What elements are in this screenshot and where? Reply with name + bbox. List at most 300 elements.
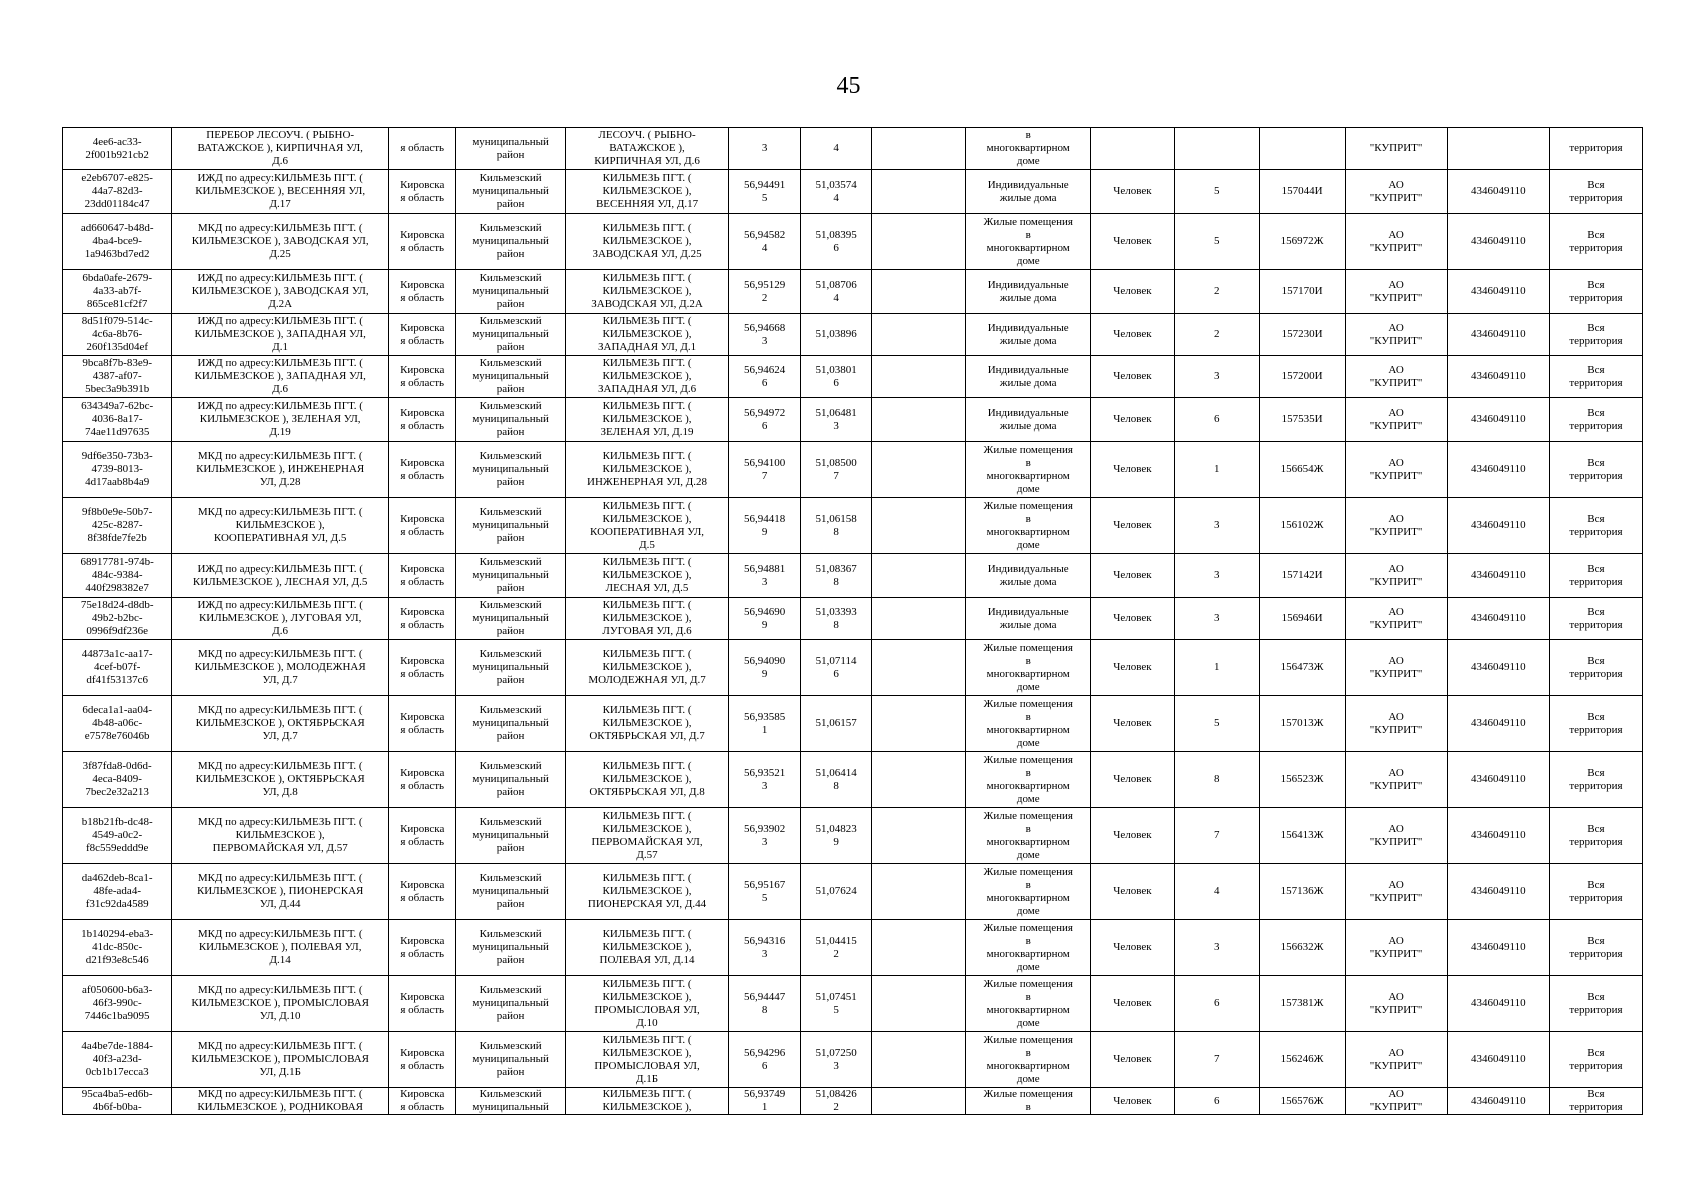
district-cell: [456, 640, 565, 696]
cell-text: Вся территория: [1569, 363, 1623, 389]
account-number-cell: [1259, 170, 1345, 214]
cell-text: 51,06158 8: [815, 512, 857, 538]
cell-text: Человек: [1113, 413, 1152, 425]
latitude-cell: [729, 598, 801, 640]
region-cell: [389, 864, 456, 920]
cell-text: 51,07250 3: [815, 1046, 857, 1072]
housing-type-cell: [966, 170, 1091, 214]
cell-text: 8d51f079-514c- 4c6a-8b76- 260f135d04ef: [81, 315, 153, 353]
longitude-cell: [800, 864, 872, 920]
housing-type-cell: [966, 270, 1091, 314]
cell-text: АО "КУПРИТ": [1369, 766, 1423, 792]
object-name-cell: [172, 214, 389, 270]
unit-cell: [1091, 442, 1175, 498]
quantity-cell: [1174, 752, 1259, 808]
cell-text: ad660647-b48d- 4ba4-bce9- 1a9463bd7ed2: [80, 222, 154, 260]
cell-text: 56,94090 9: [743, 654, 786, 680]
cell-text: 4346049110: [1470, 1053, 1526, 1065]
cell-text: Кильмезский муниципальный район: [472, 984, 549, 1022]
account-number-cell: [1259, 498, 1345, 554]
unit-cell: [1091, 270, 1175, 314]
cell-text: 95ca4ba5-ed6b- 4b6f-b0ba-: [81, 1088, 153, 1113]
cell-text: Жилые помещения в многоквартирном доме: [983, 641, 1073, 693]
latitude-cell: [729, 1032, 801, 1088]
longitude-cell: [800, 314, 872, 356]
cell-text: 56,94100 7: [743, 456, 786, 482]
cell-text: Кировска я область: [400, 363, 445, 389]
company-cell: [1345, 128, 1447, 170]
cell-text: 56,93521 3: [743, 766, 786, 792]
region-cell: [389, 356, 456, 398]
cell-text: Жилые помещения в многоквартирном доме: [983, 809, 1073, 861]
territory-cell: [1549, 598, 1642, 640]
cell-text: 5: [1214, 185, 1220, 197]
territory-cell: [1549, 640, 1642, 696]
object-name-cell: [172, 920, 389, 976]
cell-text: 156413Ж: [1280, 829, 1324, 841]
object-name-cell: [172, 976, 389, 1032]
object-id-cell: [63, 314, 172, 356]
cell-text: АО "КУПРИТ": [1369, 654, 1423, 680]
cell-text: КИЛЬМЕЗЬ ПГТ. ( КИЛЬМЕЗСКОЕ ), ЗАВОДСКАЯ УЛ, Д.25: [592, 222, 702, 260]
empty-cell: [872, 976, 966, 1032]
cell-text: 56,94624 6: [743, 363, 786, 389]
cell-text: Человек: [1113, 235, 1152, 247]
cell-text: Жилые помещения в многоквартирном доме: [983, 443, 1073, 495]
cell-text: МКД по адресу:КИЛЬМЕЗЬ ПГТ. ( КИЛЬМЕЗСКОЕ ), ПИОНЕРСКАЯ УЛ, Д.44: [196, 872, 364, 910]
company-cell: [1345, 442, 1447, 498]
cell-text: 4346049110: [1470, 717, 1526, 729]
quantity-cell: [1174, 1032, 1259, 1088]
region-cell: [389, 920, 456, 976]
cell-text: 44873a1c-aa17- 4cef-b07f- df41f53137c6: [81, 648, 153, 686]
latitude-cell: [729, 214, 801, 270]
cell-text: КИЛЬМЕЗЬ ПГТ. ( КИЛЬМЕЗСКОЕ ), ПРОМЫСЛОВАЯ УЛ, Д.1Б: [594, 1033, 700, 1085]
cell-text: Вся территория: [1569, 562, 1623, 588]
cell-text: 6deca1a1-aa04- 4b48-a06c- e7578e76046b: [82, 704, 152, 742]
cell-text: Человек: [1113, 185, 1152, 197]
quantity-cell: [1174, 920, 1259, 976]
region-cell: [389, 808, 456, 864]
inn-cell: [1447, 808, 1549, 864]
unit-cell: [1091, 976, 1175, 1032]
unit-cell: [1091, 214, 1175, 270]
object-name-cell: [172, 498, 389, 554]
cell-text: 156972Ж: [1280, 235, 1324, 247]
region-cell: [389, 598, 456, 640]
district-cell: [456, 1088, 565, 1115]
cell-text: Кильмезский муниципальный район: [472, 400, 549, 438]
cell-text: Кильмезский муниципальный район: [472, 315, 549, 353]
empty-cell: [872, 398, 966, 442]
table-row: [63, 270, 1643, 314]
cell-text: Вся территория: [1569, 710, 1623, 736]
district-cell: [456, 1032, 565, 1088]
cell-text: "КУПРИТ": [1369, 142, 1423, 154]
object-name-cell: [172, 442, 389, 498]
cell-text: территория: [1569, 142, 1623, 154]
cell-text: КИЛЬМЕЗЬ ПГТ. ( КИЛЬМЕЗСКОЕ ), ЛЕСНАЯ УЛ, Д.5: [602, 556, 692, 594]
table-row: [63, 920, 1643, 976]
cell-text: КИЛЬМЕЗЬ ПГТ. ( КИЛЬМЕЗСКОЕ ), ПЕРВОМАЙСКАЯ УЛ, Д.57: [591, 809, 703, 861]
object-id-cell: [63, 976, 172, 1032]
empty-cell: [872, 808, 966, 864]
address-cell: [565, 808, 729, 864]
account-number-cell: [1259, 864, 1345, 920]
cell-text: Вся территория: [1569, 654, 1623, 680]
region-cell: [389, 640, 456, 696]
address-cell: [565, 640, 729, 696]
unit-cell: [1091, 128, 1175, 170]
cell-text: КИЛЬМЕЗЬ ПГТ. ( КИЛЬМЕЗСКОЕ ),: [602, 1088, 692, 1113]
table-row: [63, 442, 1643, 498]
latitude-cell: [729, 314, 801, 356]
cell-text: Вся территория: [1569, 456, 1623, 482]
latitude-cell: [729, 640, 801, 696]
cell-text: Человек: [1113, 885, 1152, 897]
cell-text: 9bca8f7b-83e9- 4387-af07- 5bec3a9b391b: [82, 357, 152, 395]
cell-text: АО "КУПРИТ": [1369, 406, 1423, 432]
company-cell: [1345, 398, 1447, 442]
cell-text: Вся территория: [1569, 1088, 1623, 1113]
object-name-cell: [172, 1032, 389, 1088]
cell-text: Человек: [1113, 370, 1152, 382]
cell-text: 4346049110: [1470, 997, 1526, 1009]
page-number: 45: [836, 73, 861, 99]
housing-type-cell: [966, 920, 1091, 976]
address-cell: [565, 128, 729, 170]
cell-text: МКД по адресу:КИЛЬМЕЗЬ ПГТ. ( КИЛЬМЕЗСКОЕ ), ИНЖЕНЕРНАЯ УЛ, Д.28: [196, 450, 365, 488]
table-row: [63, 128, 1643, 170]
cell-text: 4346049110: [1470, 413, 1526, 425]
inn-cell: [1447, 640, 1549, 696]
object-name-cell: [172, 398, 389, 442]
cell-text: МКД по адресу:КИЛЬМЕЗЬ ПГТ. ( КИЛЬМЕЗСКОЕ ), КООПЕРАТИВНАЯ УЛ, Д.5: [197, 506, 363, 544]
territory-cell: [1549, 356, 1642, 398]
company-cell: [1345, 214, 1447, 270]
cell-text: e2eb6707-e825- 44a7-82d3- 23dd01184c47: [81, 172, 153, 210]
object-id-cell: [63, 598, 172, 640]
cell-text: Жилые помещения в многоквартирном доме: [983, 697, 1073, 749]
district-cell: [456, 270, 565, 314]
cell-text: 4346049110: [1470, 285, 1526, 297]
cell-text: 3: [1214, 370, 1220, 382]
table-row: [63, 1032, 1643, 1088]
object-name-cell: [172, 128, 389, 170]
cell-text: 156102Ж: [1280, 519, 1324, 531]
object-name-cell: [172, 696, 389, 752]
unit-cell: [1091, 398, 1175, 442]
cell-text: в многоквартирном доме: [986, 129, 1070, 167]
table-row: [63, 640, 1643, 696]
housing-type-cell: [966, 356, 1091, 398]
cell-text: 51,07114 6: [815, 654, 857, 680]
cell-text: Кильмезский муниципальный район: [472, 1040, 549, 1078]
latitude-cell: [729, 808, 801, 864]
cell-text: Вся территория: [1569, 878, 1623, 904]
district-cell: [456, 752, 565, 808]
company-cell: [1345, 976, 1447, 1032]
longitude-cell: [800, 1032, 872, 1088]
cell-text: Человек: [1113, 285, 1152, 297]
longitude-cell: [800, 498, 872, 554]
latitude-cell: [729, 554, 801, 598]
cell-text: Кильмезский муниципальный район: [472, 272, 549, 310]
cell-text: Вся территория: [1569, 766, 1623, 792]
account-number-cell: [1259, 1032, 1345, 1088]
cell-text: Человек: [1113, 519, 1152, 531]
cell-text: 56,95129 2: [743, 278, 786, 304]
cell-text: КИЛЬМЕЗЬ ПГТ. ( КИЛЬМЕЗСКОЕ ), ВЕСЕННЯЯ УЛ, Д.17: [595, 172, 699, 210]
company-cell: [1345, 598, 1447, 640]
cell-text: Индивидуальные жилые дома: [987, 605, 1069, 631]
cell-text: 7: [1214, 829, 1220, 841]
cell-text: Вся территория: [1569, 321, 1623, 347]
cell-text: 56,95167 5: [743, 878, 786, 904]
cell-text: 4346049110: [1470, 773, 1526, 785]
cell-text: Кировска я область: [400, 456, 445, 482]
inn-cell: [1447, 398, 1549, 442]
cell-text: 56,94447 8: [743, 990, 786, 1016]
cell-text: 157142И: [1281, 569, 1323, 581]
cell-text: 156523Ж: [1280, 773, 1324, 785]
cell-text: 56,94881 3: [743, 562, 786, 588]
table-row: [63, 356, 1643, 398]
district-cell: [456, 170, 565, 214]
cell-text: 4346049110: [1470, 885, 1526, 897]
cell-text: Кировска я область: [400, 605, 445, 631]
territory-cell: [1549, 808, 1642, 864]
cell-text: АО "КУПРИТ": [1369, 512, 1423, 538]
latitude-cell: [729, 398, 801, 442]
latitude-cell: [729, 976, 801, 1032]
cell-text: Вся территория: [1569, 228, 1623, 254]
longitude-cell: [800, 398, 872, 442]
cell-text: 51,04823 9: [815, 822, 857, 848]
cell-text: КИЛЬМЕЗЬ ПГТ. ( КИЛЬМЕЗСКОЕ ), ЗАВОДСКАЯ УЛ, Д.2А: [591, 272, 703, 310]
cell-text: 51,08426 2: [815, 1088, 857, 1113]
cell-text: Вся территория: [1569, 178, 1623, 204]
unit-cell: [1091, 1088, 1175, 1115]
object-name-cell: [172, 1088, 389, 1115]
cell-text: 56,93585 1: [743, 710, 786, 736]
cell-text: 1: [1214, 661, 1220, 673]
account-number-cell: [1259, 554, 1345, 598]
inn-cell: [1447, 214, 1549, 270]
cell-text: 2: [1214, 328, 1220, 340]
object-name-cell: [172, 864, 389, 920]
cell-text: Кировска я область: [400, 512, 445, 538]
inn-cell: [1447, 356, 1549, 398]
longitude-cell: [800, 976, 872, 1032]
unit-cell: [1091, 170, 1175, 214]
cell-text: ИЖД по адресу:КИЛЬМЕЗЬ ПГТ. ( КИЛЬМЕЗСКОЕ ), ЛЕСНАЯ УЛ, Д.5: [192, 562, 368, 588]
cell-text: Жилые помещения в многоквартирном доме: [983, 753, 1073, 805]
cell-text: ИЖД по адресу:КИЛЬМЕЗЬ ПГТ. ( КИЛЬМЕЗСКОЕ ), ЗАПАДНАЯ УЛ, Д.1: [194, 315, 366, 353]
cell-text: Человек: [1113, 328, 1152, 340]
address-cell: [565, 314, 729, 356]
table-row: [63, 314, 1643, 356]
territory-cell: [1549, 270, 1642, 314]
district-cell: [456, 314, 565, 356]
inn-cell: [1447, 314, 1549, 356]
object-id-cell: [63, 170, 172, 214]
cell-text: 156246Ж: [1280, 1053, 1324, 1065]
cell-text: я область: [400, 142, 445, 154]
table-row: [63, 554, 1643, 598]
account-number-cell: [1259, 214, 1345, 270]
cell-text: АО "КУПРИТ": [1369, 878, 1423, 904]
cell-text: АО "КУПРИТ": [1369, 605, 1423, 631]
housing-type-cell: [966, 128, 1091, 170]
cell-text: Кировска я область: [400, 321, 445, 347]
region-cell: [389, 214, 456, 270]
housing-type-cell: [966, 976, 1091, 1032]
address-cell: [565, 170, 729, 214]
cell-text: АО "КУПРИТ": [1369, 822, 1423, 848]
cell-text: Индивидуальные жилые дома: [987, 278, 1069, 304]
address-cell: [565, 1032, 729, 1088]
cell-text: ПЕРЕБОР ЛЕСОУЧ. ( РЫБНО- ВАТАЖСКОЕ ), КИРПИЧНАЯ УЛ, Д.6: [197, 129, 363, 167]
cell-text: Вся территория: [1569, 990, 1623, 1016]
address-cell: [565, 442, 729, 498]
cell-text: 4ee6-ac33- 2f001b921cb2: [85, 135, 149, 161]
cell-text: КИЛЬМЕЗЬ ПГТ. ( КИЛЬМЕЗСКОЕ ), ПРОМЫСЛОВАЯ УЛ, Д.10: [594, 977, 700, 1029]
empty-cell: [872, 214, 966, 270]
account-number-cell: [1259, 128, 1345, 170]
inn-cell: [1447, 170, 1549, 214]
cell-text: 157230И: [1281, 328, 1323, 340]
unit-cell: [1091, 314, 1175, 356]
cell-text: МКД по адресу:КИЛЬМЕЗЬ ПГТ. ( КИЛЬМЕЗСКОЕ ), ПРОМЫСЛОВАЯ УЛ, Д.1Б: [191, 1040, 369, 1078]
empty-cell: [872, 314, 966, 356]
cell-text: 4346049110: [1470, 463, 1526, 475]
latitude-cell: [729, 920, 801, 976]
cell-text: Кильмезский муниципальный район: [472, 928, 549, 966]
cell-text: 4346049110: [1470, 328, 1526, 340]
cell-text: Кировска я область: [400, 178, 445, 204]
cell-text: 56,94491 5: [743, 178, 786, 204]
account-number-cell: [1259, 270, 1345, 314]
longitude-cell: [800, 270, 872, 314]
cell-text: Вся территория: [1569, 605, 1623, 631]
region-cell: [389, 752, 456, 808]
cell-text: 56,94972 6: [743, 406, 786, 432]
company-cell: [1345, 864, 1447, 920]
territory-cell: [1549, 864, 1642, 920]
cell-text: Кировска я область: [400, 766, 445, 792]
territory-cell: [1549, 920, 1642, 976]
object-id-cell: [63, 498, 172, 554]
company-cell: [1345, 1088, 1447, 1115]
longitude-cell: [800, 920, 872, 976]
quantity-cell: [1174, 498, 1259, 554]
cell-text: 4346049110: [1470, 661, 1526, 673]
account-number-cell: [1259, 598, 1345, 640]
district-cell: [456, 356, 565, 398]
empty-cell: [872, 270, 966, 314]
account-number-cell: [1259, 398, 1345, 442]
address-cell: [565, 1088, 729, 1115]
quantity-cell: [1174, 976, 1259, 1032]
address-cell: [565, 398, 729, 442]
cell-text: МКД по адресу:КИЛЬМЕЗЬ ПГТ. ( КИЛЬМЕЗСКОЕ ), ПОЛЕВАЯ УЛ, Д.14: [197, 928, 363, 966]
cell-text: Жилые помещения в: [983, 1088, 1073, 1113]
cell-text: КИЛЬМЕЗЬ ПГТ. ( КИЛЬМЕЗСКОЕ ), ПИОНЕРСКАЯ УЛ, Д.44: [587, 872, 707, 910]
object-id-cell: [63, 214, 172, 270]
company-cell: [1345, 1032, 1447, 1088]
table-row: [63, 214, 1643, 270]
cell-text: 51,08367 8: [815, 562, 857, 588]
cell-text: Индивидуальные жилые дома: [987, 363, 1069, 389]
region-cell: [389, 270, 456, 314]
account-number-cell: [1259, 1088, 1345, 1115]
cell-text: Человек: [1113, 829, 1152, 841]
object-id-cell: [63, 920, 172, 976]
district-cell: [456, 398, 565, 442]
empty-cell: [872, 128, 966, 170]
district-cell: [456, 128, 565, 170]
cell-text: 56,94582 4: [743, 228, 786, 254]
empty-cell: [872, 356, 966, 398]
latitude-cell: [729, 498, 801, 554]
account-number-cell: [1259, 442, 1345, 498]
cell-text: 634349a7-62bc- 4036-8a17- 74ae11d97635: [81, 400, 154, 438]
cell-text: 51,08706 4: [815, 278, 857, 304]
cell-text: 157381Ж: [1280, 997, 1324, 1009]
territory-cell: [1549, 976, 1642, 1032]
cell-text: 4346049110: [1470, 569, 1526, 581]
unit-cell: [1091, 554, 1175, 598]
housing-type-cell: [966, 864, 1091, 920]
cell-text: Кировска я область: [400, 710, 445, 736]
quantity-cell: [1174, 598, 1259, 640]
cell-text: 51,06414 8: [815, 766, 857, 792]
cell-text: АО "КУПРИТ": [1369, 228, 1423, 254]
unit-cell: [1091, 356, 1175, 398]
housing-type-cell: [966, 214, 1091, 270]
district-cell: [456, 864, 565, 920]
empty-cell: [872, 554, 966, 598]
inn-cell: [1447, 976, 1549, 1032]
quantity-cell: [1174, 1088, 1259, 1115]
cell-text: АО "КУПРИТ": [1369, 1046, 1423, 1072]
cell-text: 4346049110: [1470, 941, 1526, 953]
address-cell: [565, 270, 729, 314]
object-name-cell: [172, 808, 389, 864]
object-name-cell: [172, 270, 389, 314]
district-cell: [456, 442, 565, 498]
cell-text: da462deb-8ca1- 48fe-ada4- f31c92da4589: [81, 872, 153, 910]
cell-text: Жилые помещения в многоквартирном доме: [983, 921, 1073, 973]
cell-text: 56,93749 1: [743, 1088, 786, 1113]
quantity-cell: [1174, 314, 1259, 356]
company-cell: [1345, 808, 1447, 864]
cell-text: КИЛЬМЕЗЬ ПГТ. ( КИЛЬМЕЗСКОЕ ), ЛУГОВАЯ УЛ, Д.6: [602, 599, 692, 637]
address-cell: [565, 976, 729, 1032]
latitude-cell: [729, 128, 801, 170]
longitude-cell: [800, 554, 872, 598]
cell-text: 4346049110: [1470, 185, 1526, 197]
quantity-cell: [1174, 128, 1259, 170]
cell-text: 1b140294-eba3- 41dc-850c- d21f93e8c546: [81, 928, 154, 966]
empty-cell: [872, 752, 966, 808]
region-cell: [389, 1088, 456, 1115]
longitude-cell: [800, 640, 872, 696]
cell-text: 51,07624: [815, 885, 857, 897]
cell-text: Кильмезский муниципальный район: [472, 172, 549, 210]
housing-type-cell: [966, 640, 1091, 696]
